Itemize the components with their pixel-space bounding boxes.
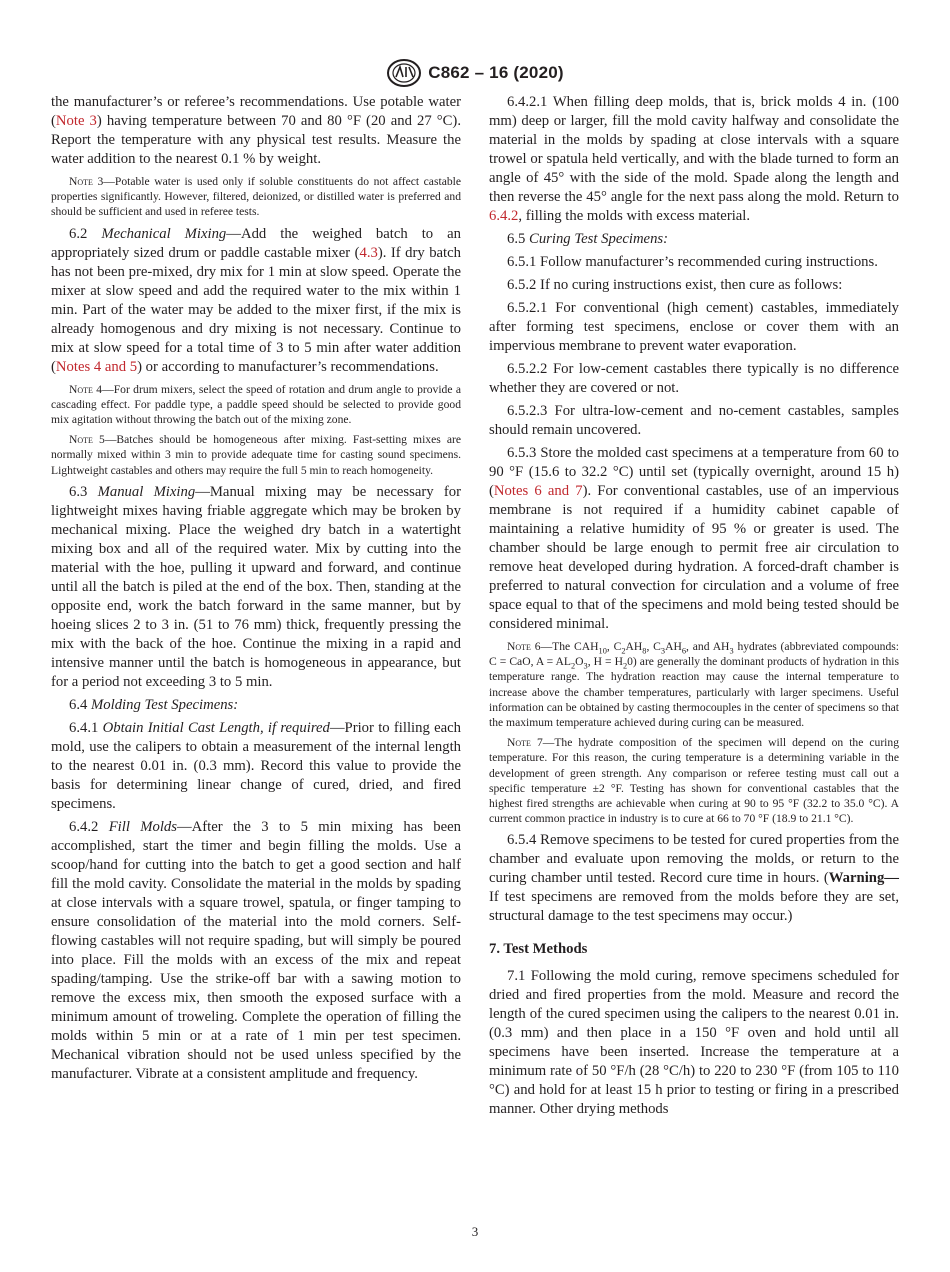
section-6-5-4: 6.5.4 Remove specimens to be tested for cured properties from the chamber and evaluate upon removing the molds, or return to the curing chamber until tested. Record cure time in hours. (Warning—If test specimens are removed from the molds before they are set, structural damage to the test specimens may occur.) [489, 832, 899, 925]
paragraph-continued: the manufacturer’s or referee’s recommendations. Use potable water (Note 3) having temperature between 70 and 80 °F (20 and 27 °C). Report the temperature with any physical test results. Measure the water addition to the nearest 0.1 % by weight. [51, 94, 461, 167]
left-column [51, 93, 461, 1088]
right-column [489, 93, 899, 1123]
note-5: Note 5—Batches should be homogeneous after mixing. Fast-setting mixes are normally mixed within 3 min to provide adequate time for casting sound specimens. Lightweight castables and others may require the full 5 min to reach homogeneity. [51, 433, 461, 477]
section-6-4: 6.4 Molding Test Specimens: [69, 696, 239, 713]
note-3-link[interactable]: Note 3 [55, 113, 97, 129]
standard-designation: C862 – 16 (2020) [428, 63, 564, 82]
section-7-heading: 7. Test Methods [489, 941, 588, 958]
astm-logo-icon [386, 58, 422, 88]
note-7: Note 7—The hydrate composition of the specimen will depend on the curing temperature. For this reason, the curing temperature is a determining variable in the development of green strength. Any comparison or referee testing must call out a specific temperature ±2 °F. Testing has shown for conventional castables that the highest fired strengths are achievable when curing at 90 to 95 °F (32.2 to 35.0 °C). A current common practice in industry is to cure at 66 to 70 °F (18.9 to 21.1 °C). [489, 736, 900, 826]
section-6-5-1: 6.5.1 Follow manufacturer’s recommended curing instructions. [507, 254, 878, 270]
section-6-4-2: 6.4.2 Fill Molds—After the 3 to 5 min mixing has been accomplished, start the timer and begin filling the molds. Use a scoop/hand for cutting into the batch to get a good section and half fill the mold cavity. Consolidate the material in the molds by spading at close intervals with a square trowel, spatula, or finger tamping to ensure consolidation of the material into the mold corners. Self-flowing castables will not require spading, but will simply be poured into place. Fill the molds with an excess of the mix and repeat spading/tamping. Use the strike-off bar with a sawing motion to remove the excess mix, then smooth the exposed surface with a minimum amount of troweling. Complete the operation of filling the molds within 5 min or at a rate of 1 min per test specimen. Mechanical vibration should not be used unless specified by the manufacturer. Vibrate at a consistent amplitude and frequency. [51, 818, 461, 1082]
note-4: Note 4—For drum mixers, select the speed of rotation and drum angle to provide a cascading effect. For paddle type, a paddle speed should be selected to provide good mix agitation without throwing the batch out of the mixing zone. [51, 382, 462, 427]
note-6: Note 6—The $CAH_{10}$, $C_2AH_8$, $C_3AH_6$, and $AH_3$ hydrates (abbreviated compounds: C = CaO, $A = AL_2O_3$, $H = H_20$) are generally the dominant products of hydration in this temperature range. The hydration reaction may cause the internal temperature to increase above the chamber temperatures, particularly with larger specimens. Useful information can be obtained by casting thermocouples in the center of specimens so that the maximum temperature achieved during curing can be measured. [489, 640, 900, 730]
section-6-5-2-1: 6.5.2.1 For conventional (high cement) castables, immediately after forming test specimens, enclose or cover them with an impervious membrane to prevent water evaporation. [489, 300, 899, 354]
page-number: 3 [471, 1224, 479, 1239]
page-header [0, 58, 950, 88]
section-6-4-2-1: 6.4.2.1 When filling deep molds, that is, brick molds 4 in. (100 mm) deep or larger, fill the mold cavity halfway and consolidate the material in the molds by spading at close intervals with a square trowel or spatula held vertically, and with the blade turned to form an angle of 45° with the side of the mold. Spade along the length and then reverse the 45° angle for the next pass along the mold. Return to 6.4.2, filling the molds with excess material. [489, 94, 899, 224]
warning-label: Warning— [828, 870, 899, 887]
section-6-3: 6.3 Manual Mixing—Manual mixing may be necessary for lightweight mixes having friable aggregate which may be broken by mechanical mixing. Place the weighed dry batch in a watertight mixing box and all of the required water. Mix by cutting into the material with the hoe, pulling it upward and forward, and continue until all the batch is piled at the end of the box. Then, standing at the opposite end, work the batch forward in the same manner, but by hoeing slices 2 to 3 in. (51 to 76 mm) thick, frequently pressing the mix with the back of the hoe. Continue the mixing in a rapid and intensive manner until the batch is homogeneous in appearance, but for a period not exceeding 3 to 5 min. [51, 483, 462, 690]
notes-6-7-link[interactable]: Notes 6 and 7 [493, 483, 583, 499]
section-6-4-2-link[interactable]: 6.4.2 [489, 208, 519, 224]
section-6-2: 6.2 Mechanical Mixing—Add the weighed batch to an appropriately sized drum or paddle castable mixer (4.3). If dry batch has not been pre-mixed, dry mix for 1 min at slow speed. Operate the mixer at slow speed and add the required water to the mix within 1 min. Part of the water may be added to the mixer first, if the mix is already homogenous and dry mixing is not necessary. Continue to mix at slow speed for a total time of 3 to 5 min after water addition (Notes 4 and 5) or according to manufacturer’s recommendations. [51, 225, 462, 375]
notes-4-5-link[interactable]: Notes 4 and 5 [55, 358, 138, 375]
section-6-5-2-3: 6.5.2.3 For ultra-low-cement and no-cement castables, samples should remain uncovered. [489, 403, 899, 438]
section-6-5: 6.5 Curing Test Specimens: [507, 231, 669, 247]
section-6-5-2-2: 6.5.2.2 For low-cement castables there typically is no difference whether they are covered or not. [489, 361, 899, 396]
section-4-3-link[interactable]: 4.3 [359, 244, 378, 261]
section-6-5-3: 6.5.3 Store the molded cast specimens at a temperature from 60 to 90 °F (15.6 to 32.2 °C) until set (typically overnight, around 15 h) (Notes 6 and 7). For conventional castables, use of an impervious membrane is not required if a humidity cabinet capable of maintaining a relative humidity of 95 % or greater is used. The chamber should be large enough to permit free air circulation to remove heat developed during hydration. A forced-draft chamber is preferred to natural convection for circulation and a volume of free space equal to that of the specimens and mold being tested should be considered minimal. [489, 445, 899, 632]
note-3: Note 3—Potable water is used only if soluble constituents do not affect castable properties significantly. However, filtered, deionized, or distilled water is preferred and should be sufficient and used in referee tests. [51, 175, 461, 219]
section-7-1: 7.1 Following the mold curing, remove specimens scheduled for dried and fired properties from the mold. Measure and record the length of the cured specimen using the calipers to the nearest 0.01 in. (0.3 mm) and then place in a 150 °F oven and hold until all specimens have been inserted. Increase the temperature at a minimum rate of 50 °F/h (28 °C/h) to 220 to 230 °F (from 105 to 110 °C) and hold for at least 15 h prior to testing or firing in a prescribed manner. Other drying methods [489, 968, 899, 1118]
section-6-4-1: 6.4.1 Obtain Initial Cast Length, if required—Prior to filling each mold, use the calipers to obtain a measurement of the internal length to the nearest 0.01 in. (0.3 mm). Record this value to provide the basis for determining linear change of cured, dried, and fired specimens. [51, 719, 462, 812]
section-6-5-2: 6.5.2 If no curing instructions exist, then cure as follows: [507, 277, 843, 293]
